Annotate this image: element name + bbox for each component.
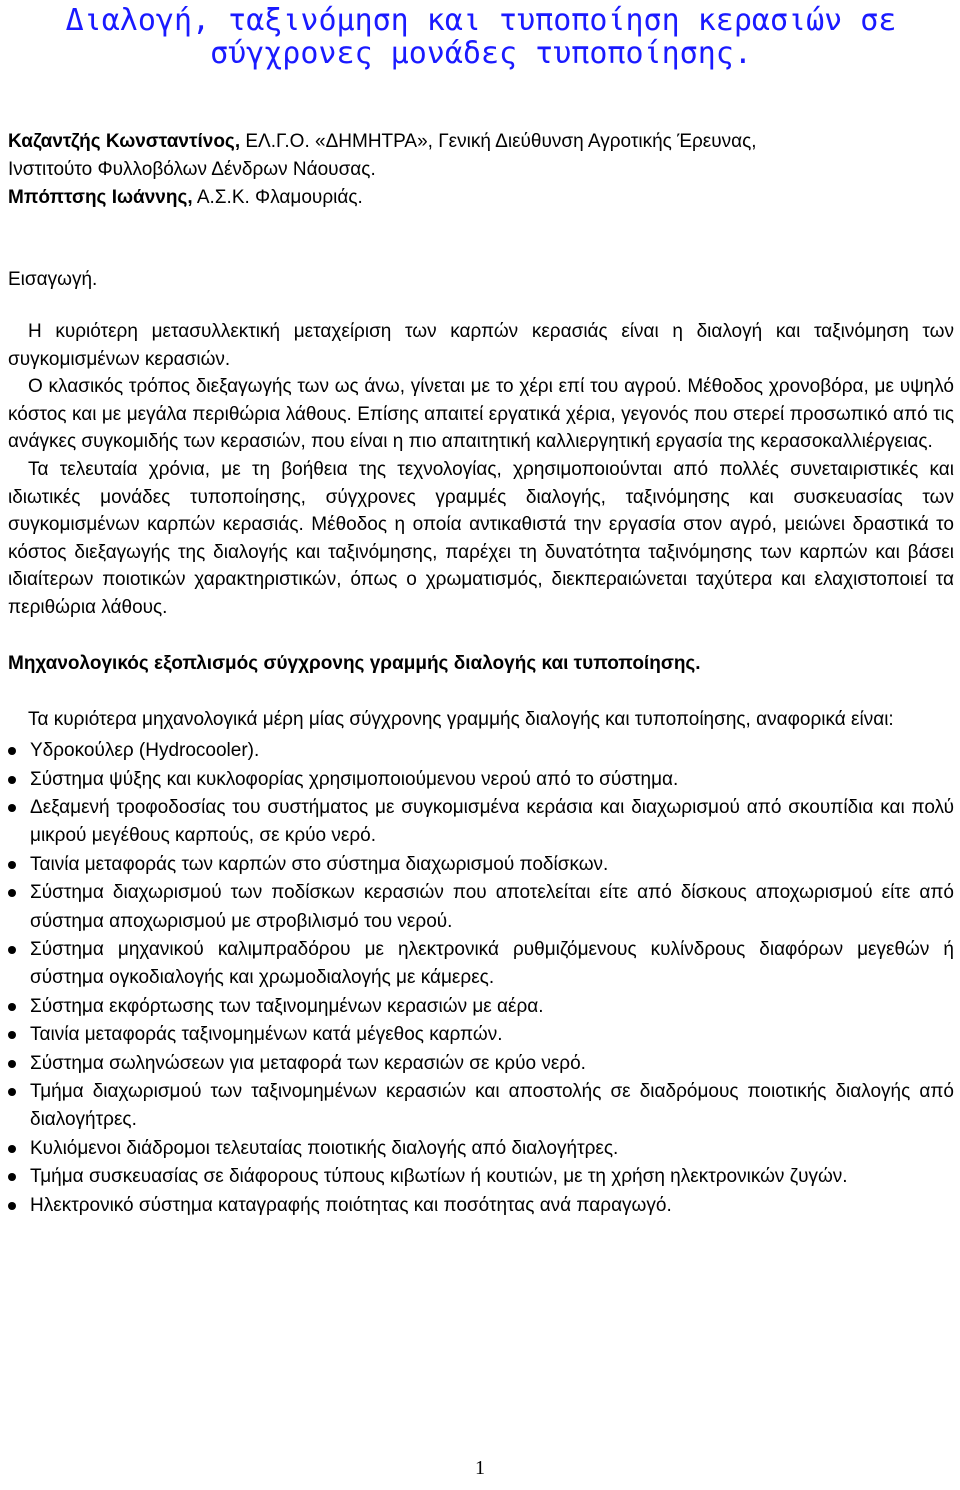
equipment-heading: Μηχανολογικός εξοπλισμός σύγχρονης γραμμής διαλογής και τυποποίησης. [8, 652, 701, 674]
equipment-list [8, 737, 954, 1220]
equipment-intro: Τα κυριότερα μηχανολογικά μέρη μίας σύγχρονης γραμμής διαλογής και τυποποίησης, αναφορικά είναι: [28, 708, 894, 730]
list-item-text: Σύστημα ψύξης και κυκλοφορίας χρησιμοποιούμενου νερού από το σύστημα. [30, 768, 679, 790]
author-affiliation-2: Α.Σ.Κ. Φλαμουριάς. [192, 187, 363, 208]
list-item-text: Σύστημα εκφόρτωσης των ταξινομημένων κερασιών με αέρα. [30, 995, 544, 1017]
authors-block [8, 128, 954, 212]
bullet-icon [8, 861, 16, 869]
page-number: 1 [475, 1457, 485, 1479]
list-item-text: Ηλεκτρονικό σύστημα καταγραφής ποιότητας και ποσότητας ανά παραγωγό. [30, 1194, 672, 1216]
bullet-icon [8, 804, 16, 812]
author-line-1 [8, 128, 954, 156]
list-item-text: Ταινία μεταφοράς ταξινομημένων κατά μέγεθος καρπών. [30, 1024, 503, 1046]
list-item [8, 1050, 954, 1078]
author-name-2: Μπόπτσης Ιωάννης, [8, 187, 193, 208]
document-title: Διαλογή, ταξινόμηση και τυποποίηση κερασιών σε σύγχρονες μονάδες τυποποίησης. [65, 3, 897, 71]
introduction-body [8, 318, 954, 622]
list-item [8, 1135, 954, 1163]
list-item-text: Τμήμα διαχωρισμού των ταξινομημένων κερασιών και αποστολής σε διαδρόμους ποιοτικής διαλογής από διαλογήτρες. [30, 1081, 954, 1131]
bullet-icon [8, 776, 16, 784]
author-affiliation-1: ΕΛ.Γ.Ο. «ΔΗΜΗΤΡΑ», Γενική Διεύθυνση Αγροτικής Έρευνας, [240, 131, 757, 152]
list-item-text: Σύστημα διαχωρισμού των ποδίσκων κερασιών που αποτελείται είτε από δίσκους αποχωρισμού είτε από σύστημα αποχωρισμού με στροβιλισμό του νερού. [30, 882, 954, 932]
list-item-text: Κυλιόμενοι διάδρομοι τελευταίας ποιοτικής διαλογής από διαλογήτρες. [30, 1137, 619, 1159]
bullet-icon [8, 1173, 16, 1181]
list-item [8, 1163, 954, 1191]
intro-paragraph-3: Τα τελευταία χρόνια, με τη βοήθεια της τεχνολογίας, χρησιμοποιούνται από πολλές συνεταιριστικές και ιδιωτικές μονάδες τυποποίησης, σύγχρονες γραμμές διαλογής, ταξινόμησης και συσκευασίας των συγκομισμένων καρπών κερασιάς. Μέθοδος η οποία αντικαθιστά την εργασία στον αγρό, μειώνει δραστικά το κόστος διεξαγωγής της διαλογής και ταξινόμησης, παρέχει τη δυνατότητα ταξινόμησης των καρπών και βάσει ιδιαίτερων ποιοτικών χαρακτηριστικών, όπως ο χρωματισμός, διεκπεραιώνεται ταχύτερα και ελαχιστοποιεί τα περιθώρια λάθους. [8, 458, 954, 618]
list-item [8, 1021, 954, 1049]
list-item [8, 851, 954, 879]
list-item [8, 1078, 954, 1135]
bullet-icon [8, 1031, 16, 1039]
list-item [8, 1192, 954, 1220]
bullet-icon [8, 1202, 16, 1210]
list-item [8, 794, 954, 851]
bullet-icon [8, 1088, 16, 1096]
bullet-icon [8, 946, 16, 954]
list-item [8, 766, 954, 794]
list-item-text: Ταινία μεταφοράς των καρπών στο σύστημα διαχωρισμού ποδίσκων. [30, 853, 609, 875]
intro-paragraph-1: Η κυριότερη μετασυλλεκτική μεταχείριση των καρπών κερασιάς είναι η διαλογή και ταξινόμηση των συγκομισμένων κερασιών. [8, 321, 954, 370]
bullet-icon [8, 1060, 16, 1068]
introduction-heading: Εισαγωγή. [8, 269, 98, 290]
bullet-icon [8, 747, 16, 755]
list-item-text: Τμήμα συσκευασίας σε διάφορους τύπους κιβωτίων ή κουτιών, με τη χρήση ηλεκτρονικών ζυγών. [30, 1166, 848, 1188]
bullet-icon [8, 889, 16, 897]
author-line-2 [8, 184, 954, 212]
list-item-text: Σύστημα σωληνώσεων για μεταφορά των κερασιών σε κρύο νερό. [30, 1052, 586, 1074]
list-item [8, 879, 954, 936]
list-item [8, 993, 954, 1021]
bullet-icon [8, 1145, 16, 1153]
list-item-text: Σύστημα μηχανικού καλιμπραδόρου με ηλεκτρονικά ρυθμιζόμενους κυλίνδρους διαφόρων μεγεθών ή σύστημα ογκοδιαλογής και χρωμοδιαλογής με κάμερες. [30, 938, 954, 989]
list-item-text: Υδροκούλερ (Hydrocooler). [30, 740, 260, 762]
list-item [8, 737, 954, 765]
list-item [8, 936, 954, 993]
author-name-1: Καζαντζής Κωνσταντίνος, [8, 131, 241, 152]
list-item-text: Δεξαμενή τροφοδοσίας του συστήματος με συγκομισμένα κεράσια και διαχωρισμού από σκουπίδια και πολύ μικρού μεγέθους καρπούς, σε κρύο νερό. [30, 796, 954, 847]
author-institute-line: Ινστιτούτο Φυλλοβόλων Δένδρων Νάουσας. [8, 159, 376, 180]
bullet-icon [8, 1003, 16, 1011]
intro-paragraph-2: Ο κλασικός τρόπος διεξαγωγής των ως άνω, γίνεται με το χέρι επί του αγρού. Μέθοδος χρονοβόρα, με υψηλό κόστος και με μεγάλα περιθώρια λάθους. Επίσης απαιτεί εργατικά χέρια, γεγονός που στερεί προσωπικό από τις ανάγκες συγκομιδής των κερασιών, που είναι η πιο απαιτητική καλλιεργητική εργασία της κερασοκαλλιέργειας. [8, 376, 954, 453]
